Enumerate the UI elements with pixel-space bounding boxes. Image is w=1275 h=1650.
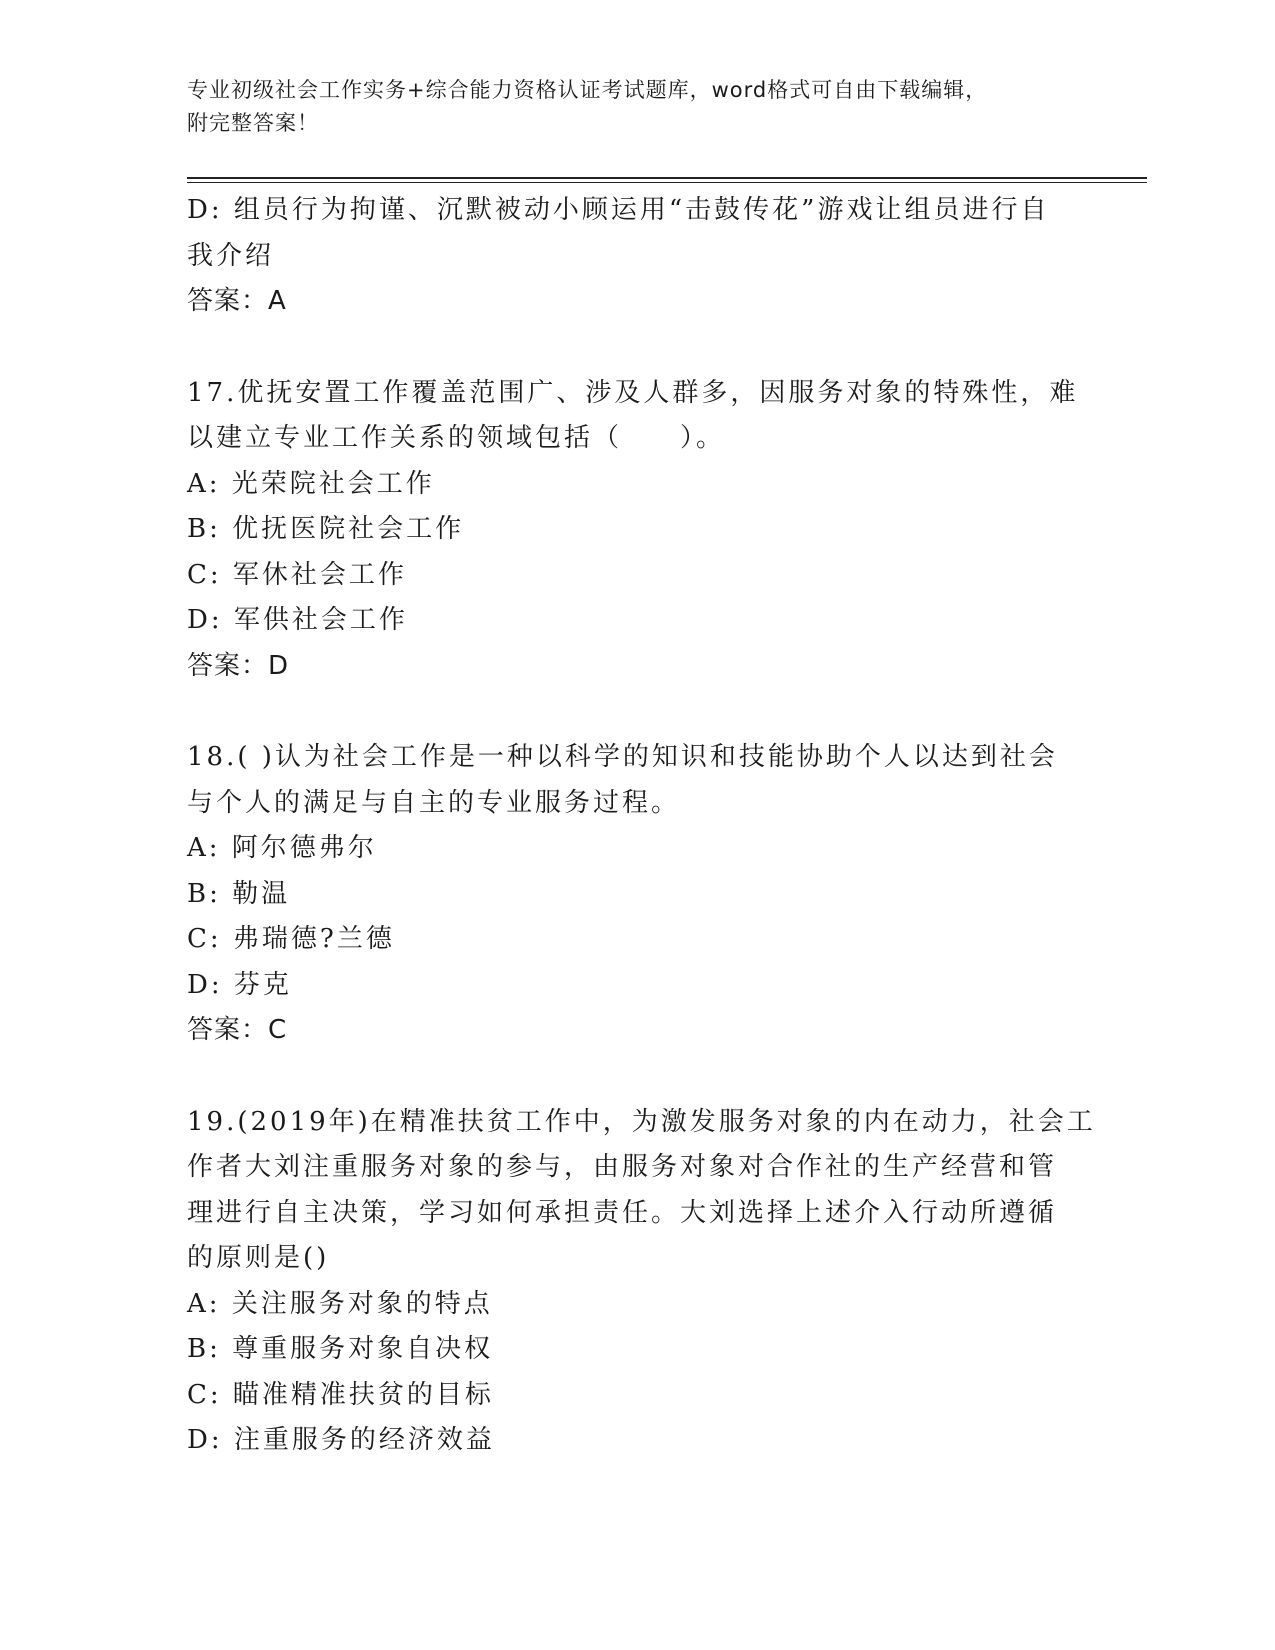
q19-stem-line-1: 19.(2019年)在精准扶贫工作中，为激发服务对象的内在动力，社会工 [187, 1106, 1096, 1137]
q17-answer: 答案：D [187, 650, 290, 681]
q19-option-a: A: 关注服务对象的特点 [187, 1288, 493, 1319]
question-16 [187, 188, 1077, 325]
q17-option-c: C: 军休社会工作 [187, 559, 407, 590]
header-divider-thick [187, 177, 1147, 179]
q16-option-d-line-2: 我介绍 [187, 240, 275, 271]
q16-option-d-line-1: D: 组员行为拘谨、沉默被动小顾运用“击鼓传花”游戏让组员进行自 [187, 195, 1050, 225]
q18-option-c: C: 弗瑞德?兰德 [187, 924, 395, 954]
question-18 [187, 735, 1077, 1054]
question-spacer [187, 689, 1077, 735]
q19-stem-line-3: 理进行自主决策，学习如何承担责任。大刘选择上述介入行动所遵循 [187, 1197, 1058, 1228]
q19-option-c: C: 瞄准精准扶贫的目标 [187, 1379, 494, 1410]
question-list [187, 188, 1096, 1464]
header-line-1: 专业初级社会工作实务+综合能力资格认证考试题库，word格式可自由下载编辑， [187, 78, 988, 102]
question-spacer [187, 1054, 1077, 1100]
q19-stem-line-4: 的原则是() [187, 1243, 330, 1273]
q19-option-d: D: 注重服务的经济效益 [187, 1425, 495, 1455]
q17-option-a: A: 光荣院社会工作 [187, 468, 435, 499]
header-divider-thin [187, 182, 1147, 183]
q19-stem-line-2: 作者大刘注重服务对象的参与，由服务对象对合作社的生产经营和管 [187, 1152, 1058, 1182]
header-line-2: 附完整答案！ [187, 111, 319, 135]
question-spacer [187, 325, 1077, 371]
q16-answer: 答案：A [187, 286, 287, 316]
q17-stem-line-2: 以建立专业工作关系的领域包括（ ）。 [187, 423, 726, 453]
q18-stem-line-2: 与个人的满足与自主的专业服务过程。 [187, 787, 681, 818]
q18-option-d: D: 芬克 [187, 969, 292, 1000]
q18-stem-line-1: 18.( )认为社会工作是一种以科学的知识和技能协助个人以达到社会 [187, 742, 1058, 772]
q17-stem-line-1: 17.优抚安置工作覆盖范围广、涉及人群多，因服务对象的特殊性，难 [187, 377, 1079, 408]
q17-option-d: D: 军供社会工作 [187, 605, 408, 635]
page-header [187, 74, 1067, 140]
question-17 [187, 371, 1077, 690]
q18-answer: 答案：C [187, 1015, 288, 1045]
q18-option-b: B: 勒温 [187, 878, 291, 909]
question-19 [187, 1100, 1096, 1464]
q19-option-b: B: 尊重服务对象自决权 [187, 1334, 494, 1364]
q18-option-a: A: 阿尔德弗尔 [187, 833, 377, 863]
q17-option-b: B: 优抚医院社会工作 [187, 514, 465, 544]
